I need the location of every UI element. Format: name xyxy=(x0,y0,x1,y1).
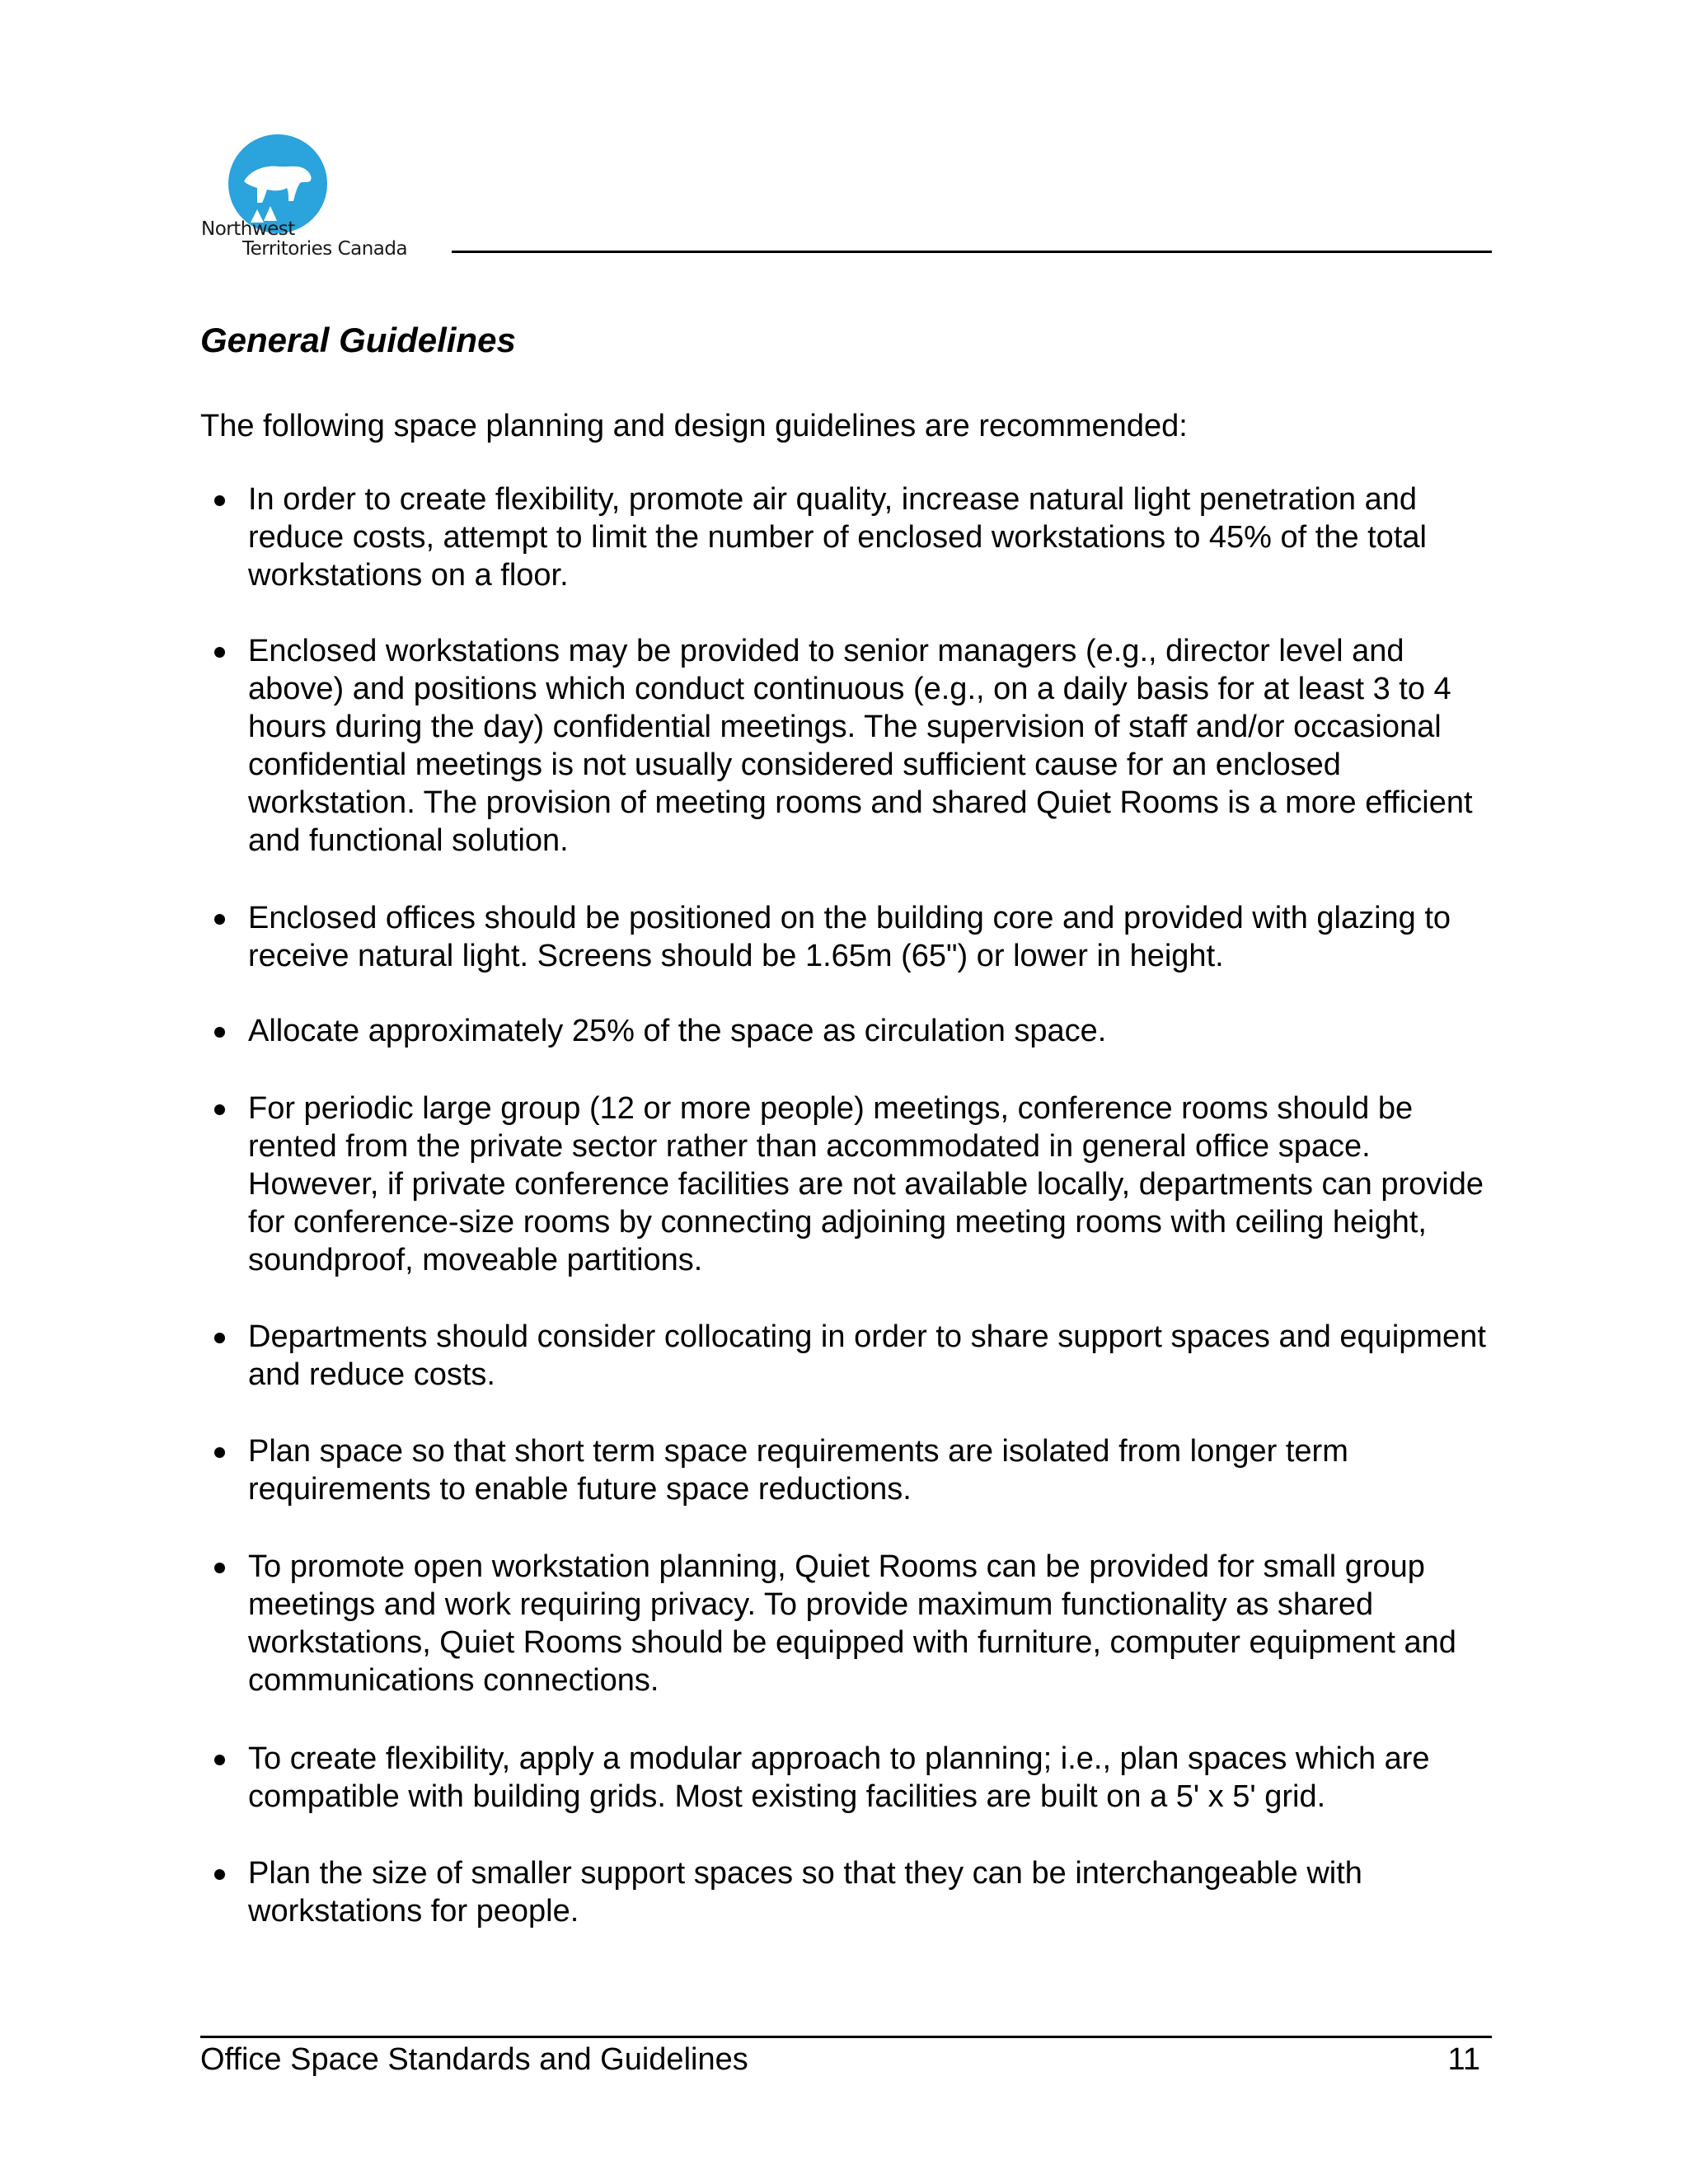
list-item xyxy=(200,632,1503,860)
logo-text-line2: Territories Canada xyxy=(242,238,408,260)
list-item xyxy=(200,480,1503,594)
bullet-icon xyxy=(214,1563,225,1573)
list-item xyxy=(200,1854,1503,1930)
list-item-text: Enclosed workstations may be provided to senior managers (e.g., director level and above) and positions which conduct continuous (e.g., on a daily basis for at least 3 to 4 hours during the day) confidential meetings. The supervision of staff and/or occasional confidential meetings is not usually considered sufficient cause for an enclosed workstation. The provision of meeting rooms and shared Quiet Rooms is a more efficient and functional solution. xyxy=(248,634,1473,858)
bullet-icon xyxy=(214,1869,225,1880)
logo-text-line1: Northwest xyxy=(201,218,295,240)
page-heading: General Guidelines xyxy=(200,321,516,359)
list-item-text: Allocate approximately 25% of the space as circulation space. xyxy=(248,1014,1107,1048)
bullet-icon xyxy=(214,647,225,658)
intro-paragraph: The following space planning and design guidelines are recommended: xyxy=(200,409,1188,443)
list-item xyxy=(200,1548,1503,1699)
list-item xyxy=(200,1432,1503,1508)
list-item xyxy=(200,1318,1503,1394)
bullet-icon xyxy=(214,1447,225,1458)
list-item-text: Departments should consider collocating in order to share support spaces and equipment and reduce costs. xyxy=(248,1319,1486,1392)
list-item-text: To create flexibility, apply a modular approach to planning; i.e., plan spaces which are compatible with building grids. Most existing facilities are built on a 5' x 5' grid. xyxy=(248,1741,1430,1814)
bullet-icon xyxy=(214,495,225,506)
list-item-text: In order to create flexibility, promote air quality, increase natural light penetration and reduce costs, attempt to limit the number of enclosed workstations to 45% of the total workstations on a floor. xyxy=(248,482,1427,593)
bullet-icon xyxy=(214,1755,225,1765)
list-item-text: For periodic large group (12 or more people) meetings, conference rooms should be rented from the private sector rather than accommodated in general office space. However, if private conference facilities are not available locally, departments can provide for conference-size rooms by connecting adjoining meeting rooms with ceiling height, soundproof, moveable partitions. xyxy=(248,1091,1484,1277)
footer-document-title: Office Space Standards and Guidelines xyxy=(200,2042,748,2077)
list-item-text: Plan the size of smaller support spaces so that they can be interchangeable with workstations for people. xyxy=(248,1856,1362,1929)
bullet-icon xyxy=(214,1027,225,1038)
list-item-text: To promote open workstation planning, Quiet Rooms can be provided for small group meetings and work requiring privacy. To provide maximum functionality as shared workstations, Quiet Rooms should be equipped with furniture, computer equipment and communications connections. xyxy=(248,1549,1456,1698)
bullet-icon xyxy=(214,914,225,925)
page-number: 11 xyxy=(1447,2042,1480,2077)
list-item-text: Plan space so that short term space requirements are isolated from longer term requirements to enable future space reductions. xyxy=(248,1434,1348,1507)
list-item xyxy=(200,1740,1503,1816)
list-item xyxy=(200,1012,1503,1050)
list-item xyxy=(200,1090,1503,1279)
bullet-icon xyxy=(214,1333,225,1343)
bullet-icon xyxy=(214,1104,225,1115)
nwt-logo xyxy=(201,132,440,264)
footer-divider xyxy=(200,2036,1492,2038)
header-divider xyxy=(452,251,1492,253)
list-item-text: Enclosed offices should be positioned on the building core and provided with glazing to receive natural light. Screens should be 1.65m (65") or lower in height. xyxy=(248,901,1451,973)
list-item xyxy=(200,899,1503,975)
